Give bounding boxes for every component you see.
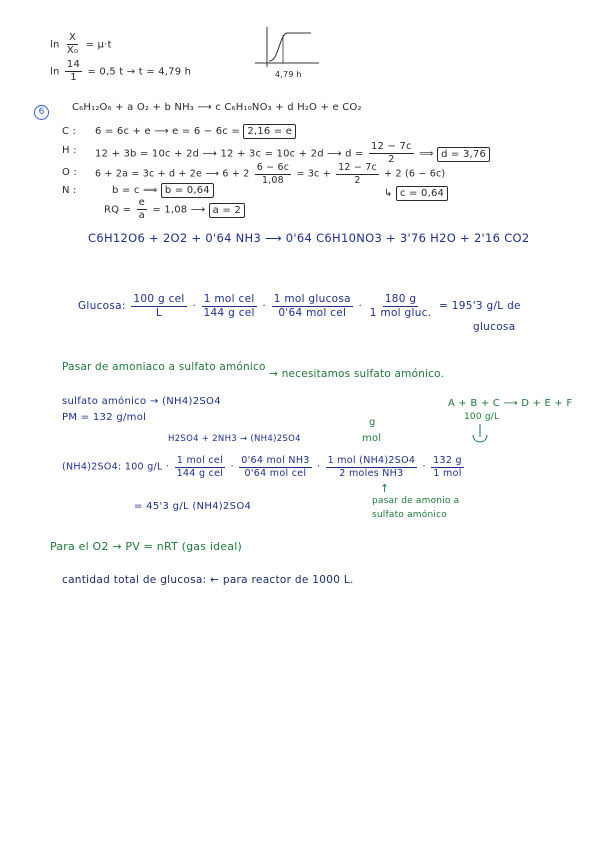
a-result-box: a = 2	[209, 203, 245, 218]
o-fraction-1: $\frac{6 - 6c}{1,08}$	[256, 162, 290, 186]
c-result-box: c = 0,64	[396, 186, 448, 201]
ln-symbol: ln	[50, 39, 60, 51]
concentration-note: 100 g/L	[464, 412, 500, 422]
green-note-line1: pasar de amonio a	[372, 496, 460, 506]
d-result-box: d = 3,76	[437, 147, 490, 162]
sulfato-molar-mass: PM = 132 g/mol	[62, 412, 147, 423]
rq-fraction: $\frac{e}{a}$	[138, 197, 145, 221]
glucosa-fraction-4: $\frac{180 g}{\text{1 mol gluc.}}$	[369, 293, 432, 319]
ratio-fraction: $\frac{14}{1}$	[66, 59, 81, 83]
balanced-reaction: C6H12O6 + 2O2 + 0'64 NH3 ⟶ 0'64 C6H10NO3 + 3'76 H2O + 2'16 CO2	[88, 231, 530, 245]
up-arrow-icon: ↑	[380, 482, 390, 495]
carbon-balance: 6 = 6c + e ⟶ e = 6 − 6c = 2,16 = e	[95, 127, 296, 137]
glucosa-result-word: glucosa	[473, 321, 516, 333]
hydrogen-balance: 12 + 3b = 10c + 2d ⟶ 12 + 3c = 10c + 2d ⟶ d = $\frac{12 - 7c}{2}$ ⟹ d = 3,76	[95, 142, 490, 165]
c-result: ↳ c = 0,64	[384, 189, 448, 199]
sulfuric-reaction: H2SO4 + 2NH3 → (NH4)2SO4	[168, 434, 301, 444]
nh4-fraction-1: $\frac{\text{1 mol cel}}{\text{144 g cel}}$	[176, 455, 224, 479]
green-note-line2: sulfato amónico	[372, 510, 447, 520]
unit-g: g	[369, 417, 376, 428]
total-glucose-note: cantidad total de glucosa: ← para reactor de 1000 L.	[62, 574, 354, 586]
glucosa-calculation: Glucosa: $\frac{\text{100 g cel}}{L}$ · $\frac{\text{1 mol cel}}{\text{144 g cel}}$ · $\frac{\text{1 mol glucosa}}{\text{0'64 mol cel}}$ · $\frac{180 g}{\text{1 mol gluc.}}$ = 195'3 g/L de	[78, 293, 521, 319]
problem-number: 6	[34, 101, 49, 120]
nitrogen-label: N :	[62, 185, 77, 196]
growth-equation-2: ln $\frac{14}{1}$ = 0,5 t → t = 4,79 h	[50, 59, 192, 83]
glucosa-fraction-2: $\frac{\text{1 mol cel}}{\text{144 g cel}}$	[203, 293, 255, 319]
hydrogen-label: H :	[62, 145, 77, 156]
glucosa-fraction-1: $\frac{\text{100 g cel}}{L}$	[133, 293, 185, 319]
oxygen-label: O :	[62, 167, 78, 178]
o-fraction-2: $\frac{12 - 7c}{2}$	[338, 162, 377, 186]
carbon-label: C :	[62, 126, 77, 137]
nh4-fraction-2: $\frac{\text{0'64 mol NH3}}{\text{0'64 mol cel}}$	[241, 455, 310, 479]
sketch-curve	[269, 33, 311, 61]
oxygen-note: Para el O2 → PV = nRT (gas ideal)	[50, 540, 242, 553]
ammonium-sulfate-calculation: (NH4)2SO4: 100 g/L · $\frac{\text{1 mol cel}}{\text{144 g cel}}$ · $\frac{\text{0'64 mol NH3}}{\text{0'64 mol cel}}$ · $\frac{\text{1 mol (NH4)2SO4}}{\text{2 moles NH3}}$ · $\frac{132 g}{\text{1 mol}}$	[62, 455, 462, 479]
sulfato-formula: sulfato amónico → (NH4)2SO4	[62, 396, 221, 407]
graph-time-label: 4,79 h	[275, 70, 302, 79]
unit-mol: mol	[362, 433, 382, 444]
nh4-fraction-3: $\frac{\text{1 mol (NH4)2SO4}}{\text{2 moles NH3}}$	[327, 455, 416, 479]
rq-equation: RQ = $\frac{e}{a}$ = 1,08 ⟶ a = 2	[104, 198, 245, 221]
reaction-equation: C₆H₁₂O₆ + a O₂ + b NH₃ ⟶ c C₆H₁₀NO₃ + d H₂O + e CO₂	[72, 102, 362, 113]
b-result-box: b = 0,64	[161, 183, 214, 198]
arrow-down-icon	[470, 423, 490, 447]
e-result-box: 2,16 = e	[243, 124, 296, 139]
generic-reaction: A + B + C ⟶ D + E + F	[448, 398, 573, 409]
green-note-ammonia: Pasar de amoniaco a sulfato amónico → necesitamos sulfato amónico.	[62, 361, 445, 380]
x-ratio-fraction: $\frac{X}{\text{X₀}}$	[66, 32, 79, 56]
ammonium-sulfate-result: = 45'3 g/L (NH4)2SO4	[134, 501, 252, 512]
glucosa-fraction-3: $\frac{\text{1 mol glucosa}}{\text{0'64 mol cel}}$	[273, 293, 351, 319]
growth-equation-1: ln $\frac{X}{\text{X₀}}$ = μ·t	[50, 32, 112, 56]
oxygen-balance: 6 + 2a = 3c + d + 2e ⟶ 6 + 2 $\frac{6 - 6c}{1,08}$ = 3c + $\frac{12 - 7c}{2}$ + 2 (6 − 6c)	[95, 162, 446, 186]
nitrogen-balance: b = c ⟹ b = 0,64	[112, 186, 214, 196]
d-fraction: $\frac{12 - 7c}{2}$	[371, 141, 412, 165]
nh4-fraction-4: $\frac{132 g}{\text{1 mol}}$	[433, 455, 462, 479]
